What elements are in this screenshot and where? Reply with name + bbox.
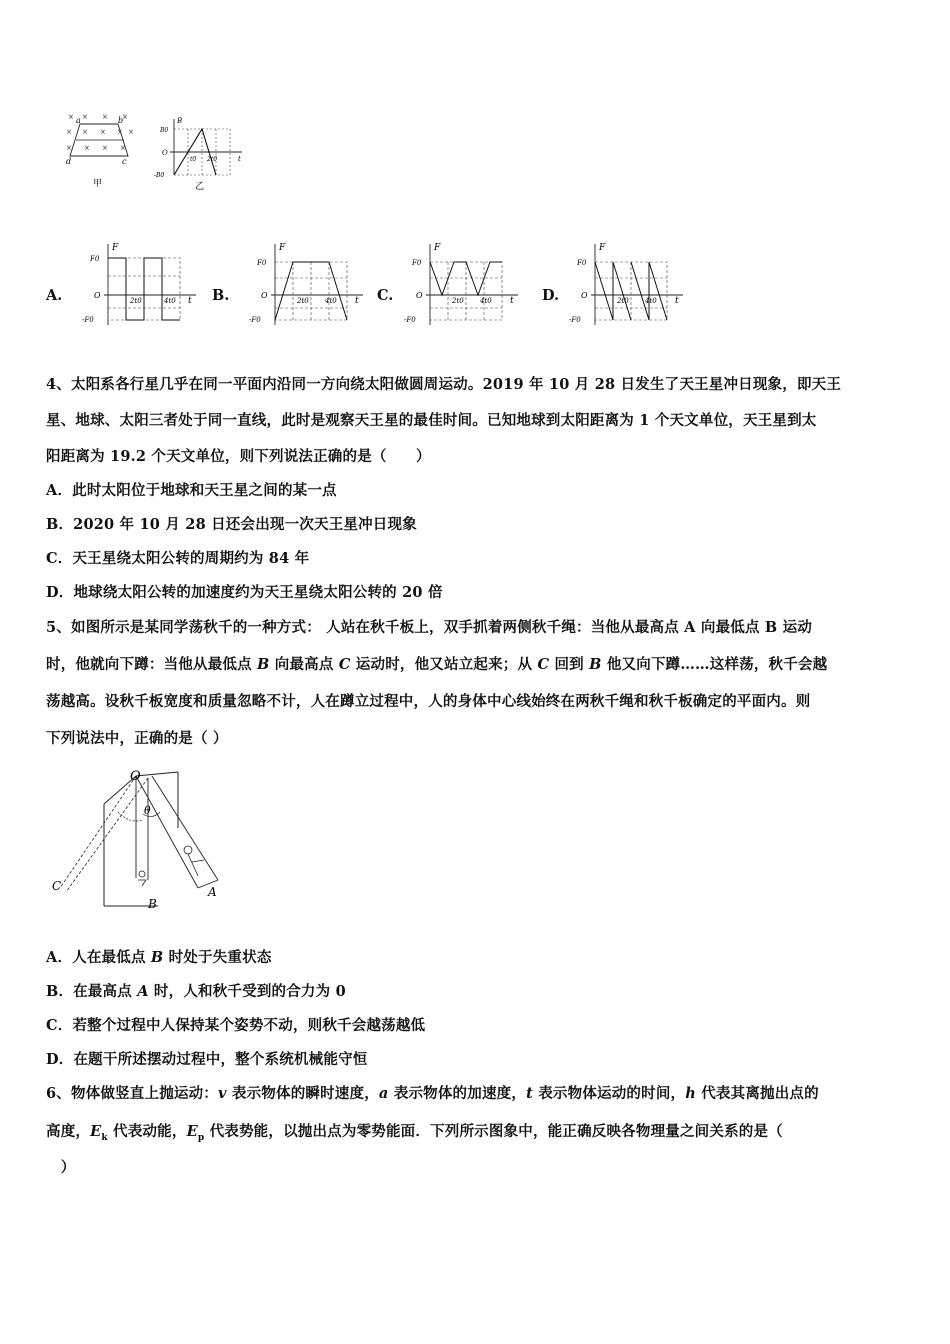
svg-text:×: × <box>128 128 134 136</box>
svg-text:×: × <box>66 128 72 136</box>
axis-f: F <box>434 243 441 253</box>
svg-text:×: × <box>82 113 88 121</box>
figure-jia <box>62 110 137 190</box>
svg-text:×: × <box>82 128 88 136</box>
q4-option-b[interactable]: B．2020 年 10 月 28 日还会出现一次天王星冲日现象 <box>46 516 417 533</box>
q5-stem-line-1: 5、如图所示是某同学荡秋千的一种方式： 人站在秋千板上，双手抓着两侧秋千绳：当他从最高点 A 向最低点 B 运动 <box>46 619 813 636</box>
q3-graph-c <box>400 240 525 330</box>
q5-stem-line-3: 荡越高。设秋千板宽度和质量忽略不计，人在蹲立过程中，人的身体中心线始终在两秋千绳和秋千板确定的平面内。则 <box>46 693 811 710</box>
tick-2t0: 2t0 <box>452 297 464 305</box>
axis-o: O <box>94 291 101 300</box>
q6-stem-line-2: 高度，$E_k$ 代表动能，$E_p$ 代表势能，以抛出点为零势能面．下列所示图象中，能正确反映各物理量之间关系的是（ <box>46 1123 783 1143</box>
q5-option-c[interactable]: C．若整个过程中人保持某个姿势不动，则秋千会越荡越低 <box>46 1017 426 1034</box>
axis-f0: F0 <box>577 259 587 267</box>
tick-4t0: 4t0 <box>645 297 657 305</box>
yi-t1: t0 <box>190 156 197 163</box>
jia-label: 甲 <box>93 179 103 189</box>
q3-graph-a <box>78 240 203 330</box>
point-c: c <box>122 157 127 166</box>
q5-option-a[interactable]: A．人在最低点 B 时处于失重状态 <box>46 949 272 966</box>
q5-option-b[interactable]: B．在最高点 A 时，人和秋千受到的合力为 0 <box>46 983 346 1000</box>
axis-o: O <box>416 291 423 300</box>
axis-f: F <box>112 243 119 253</box>
yi-pos: B0 <box>160 127 169 134</box>
label-theta: θ <box>144 804 151 817</box>
q3-option-a-label: A. <box>46 287 63 304</box>
yi-axis-x: t <box>238 155 241 163</box>
svg-text:×: × <box>117 128 123 136</box>
q3-graph-b <box>245 240 370 330</box>
q4-option-c[interactable]: C．天王星绕太阳公转的周期约为 84 年 <box>46 550 310 567</box>
svg-text:×: × <box>100 128 106 136</box>
point-a: a <box>76 116 81 125</box>
q6-stem-line-3: ） <box>46 1159 76 1176</box>
label-a: A <box>208 885 217 899</box>
q4-option-a[interactable]: A．此时太阳位于地球和天王星之间的某一点 <box>46 482 337 499</box>
axis-t: t <box>188 296 192 306</box>
svg-text:×: × <box>122 113 128 121</box>
q3-option-c-label: C. <box>377 287 394 304</box>
yi-axis-y: B <box>177 117 183 125</box>
svg-text:×: × <box>68 113 74 121</box>
svg-text:×: × <box>66 144 72 152</box>
tick-2t0: 2t0 <box>617 297 629 305</box>
axis-o: O <box>261 291 268 300</box>
label-c: C <box>52 879 62 893</box>
q6-stem-line-1: 6、物体做竖直上抛运动：v 表示物体的瞬时速度，a 表示物体的加速度，t 表示物体运动的时间，h 代表其离抛出点的 <box>46 1085 819 1102</box>
q4-stem-line-2: 星、地球、太阳三者处于同一直线，此时是观察天王星的最佳时间。已知地球到太阳距离为 1 个天文单位，天王星到太 <box>46 412 817 429</box>
tick-4t0: 4t0 <box>164 297 176 305</box>
tick-2t0: 2t0 <box>130 297 142 305</box>
label-b: B <box>148 897 157 911</box>
q4-stem-line-1: 4、太阳系各行星几乎在同一平面内沿同一方向绕太阳做圆周运动。2019 年 10 月 28 日发生了天王星冲日现象，即天王 <box>46 376 842 393</box>
axis-t: t <box>355 296 359 306</box>
q4-option-d[interactable]: D．地球绕太阳公转的加速度约为天王星绕太阳公转的 20 倍 <box>46 584 443 601</box>
axis-t: t <box>510 296 514 306</box>
yi-zero: O <box>162 149 168 157</box>
figure-yi <box>152 115 247 195</box>
yi-neg: -B0 <box>154 172 165 179</box>
axis-f: F <box>279 243 286 253</box>
yi-t2: 2t0 <box>207 156 218 163</box>
axis-t: t <box>675 296 679 306</box>
q5-swing-figure <box>48 768 233 916</box>
tick-4t0: 4t0 <box>325 297 337 305</box>
axis-neg-f0: -F0 <box>569 316 581 324</box>
point-b: b <box>118 116 124 125</box>
tick-4t0: 4t0 <box>480 297 492 305</box>
label-o: O <box>130 769 141 784</box>
svg-text:×: × <box>102 144 108 152</box>
axis-neg-f0: -F0 <box>82 316 94 324</box>
q3-option-d-label: D. <box>542 287 560 304</box>
axis-neg-f0: -F0 <box>404 316 416 324</box>
tick-2t0: 2t0 <box>297 297 309 305</box>
q5-option-d[interactable]: D．在题干所述摆动过程中，整个系统机械能守恒 <box>46 1051 368 1068</box>
svg-text:×: × <box>102 113 108 121</box>
axis-f0: F0 <box>257 259 267 267</box>
q3-graph-d <box>565 240 690 330</box>
axis-f0: F0 <box>90 255 100 263</box>
svg-text:×: × <box>84 144 90 152</box>
axis-o: O <box>581 291 588 300</box>
svg-text:×: × <box>120 144 126 152</box>
axis-neg-f0: -F0 <box>249 316 261 324</box>
q3-option-b-label: B. <box>212 287 230 304</box>
q4-stem-line-3: 阳距离为 19.2 个天文单位，则下列说法正确的是（ ） <box>46 448 431 465</box>
q5-stem-line-4: 下列说法中，正确的是（ ） <box>46 730 228 747</box>
axis-f0: F0 <box>412 259 422 267</box>
yi-label: 乙 <box>195 182 205 192</box>
q5-stem-line-2: 时，他就向下蹲：当他从最低点 B 向最高点 C 运动时，他又站立起来；从 C 回到 B 他又向下蹲……这样荡，秋千会越 <box>46 656 828 673</box>
axis-f: F <box>599 243 606 253</box>
point-d: d <box>66 157 72 166</box>
